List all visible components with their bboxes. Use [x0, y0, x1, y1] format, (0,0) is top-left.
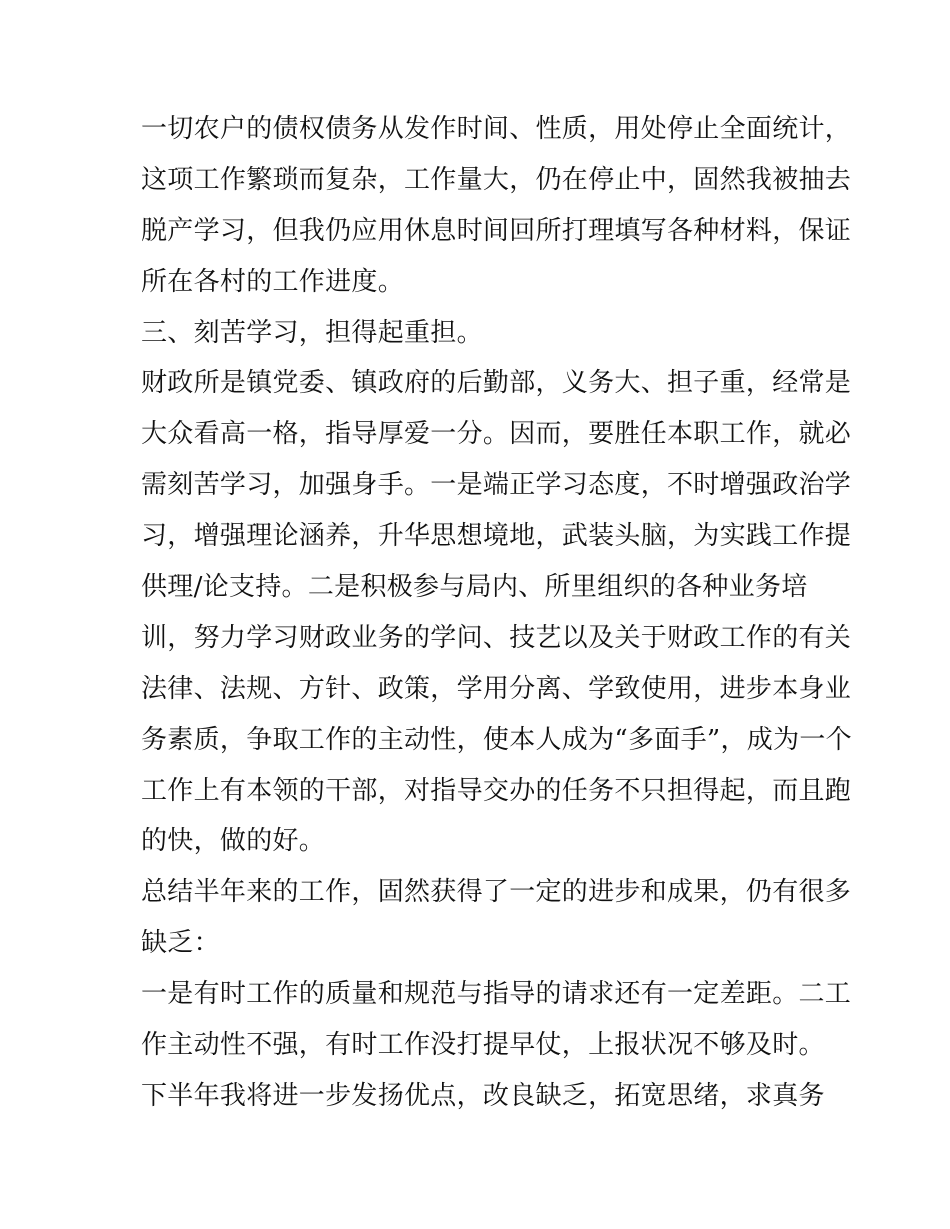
paragraph-line-11: 训，努力学习财政业务的学问、技艺以及关于财政工作的有关 [141, 622, 852, 653]
paragraph-line-13: 务素质，争取工作的主动性，使本人成为“多面手”，成为一个 [141, 724, 852, 755]
paragraph-line-1: 一切农户的债权债务从发作时间、性质，用处停止全面统计， [141, 114, 852, 144]
paragraph-line-16: 总结半年来的工作，固然获得了一定的进步和成果，仍有很多 [141, 877, 852, 908]
paragraph-line-20: 下半年我将进一步发扬优点，改良缺乏，拓宽思绪，求真务 [141, 1080, 825, 1111]
paragraph-line-15: 的快，做的好。 [141, 826, 326, 857]
paragraph-line-18: 一是有时工作的质量和规范与指导的请求还有一定差距。二工 [141, 979, 852, 1010]
paragraph-line-7: 大众看高一格，指导厚爱一分。因而，要胜任本职工作，就必 [141, 419, 852, 450]
paragraph-line-6: 财政所是镇党委、镇政府的后勤部，义务大、担子重，经常是 [141, 368, 852, 399]
paragraph-line-19: 作主动性不强，有时工作没打提早仗，上报状况不够及时。 [141, 1030, 825, 1061]
paragraph-line-3: 脱产学习，但我仍应用休息时间回所打理填写各种材料，保证 [141, 215, 852, 246]
paragraph-line-14: 工作上有本领的干部，对指导交办的任务不只担得起，而且跑 [141, 775, 852, 806]
document-body [141, 104, 852, 1122]
section-heading: 三、刻苦学习，担得起重担。 [141, 317, 483, 348]
paragraph-line-9: 习，增强理论涵养，升华思想境地，武装头脑，为实践工作提 [141, 521, 852, 552]
paragraph-line-10: 供理/论支持。二是积极参与局内、所里组织的各种业务培 [141, 572, 808, 603]
paragraph-line-8: 需刻苦学习，加强身手。一是端正学习态度，不时增强政治学 [141, 470, 852, 501]
paragraph-line-2: 这项工作繁琐而复杂，工作量大，仍在停止中，固然我被抽去 [141, 164, 852, 195]
paragraph-line-4: 所在各村的工作进度。 [141, 266, 405, 297]
paragraph-line-12: 法律、法规、方针、政策，学用分离、学致使用，进步本身业 [141, 673, 852, 704]
paragraph-line-17: 缺乏： [141, 928, 220, 959]
